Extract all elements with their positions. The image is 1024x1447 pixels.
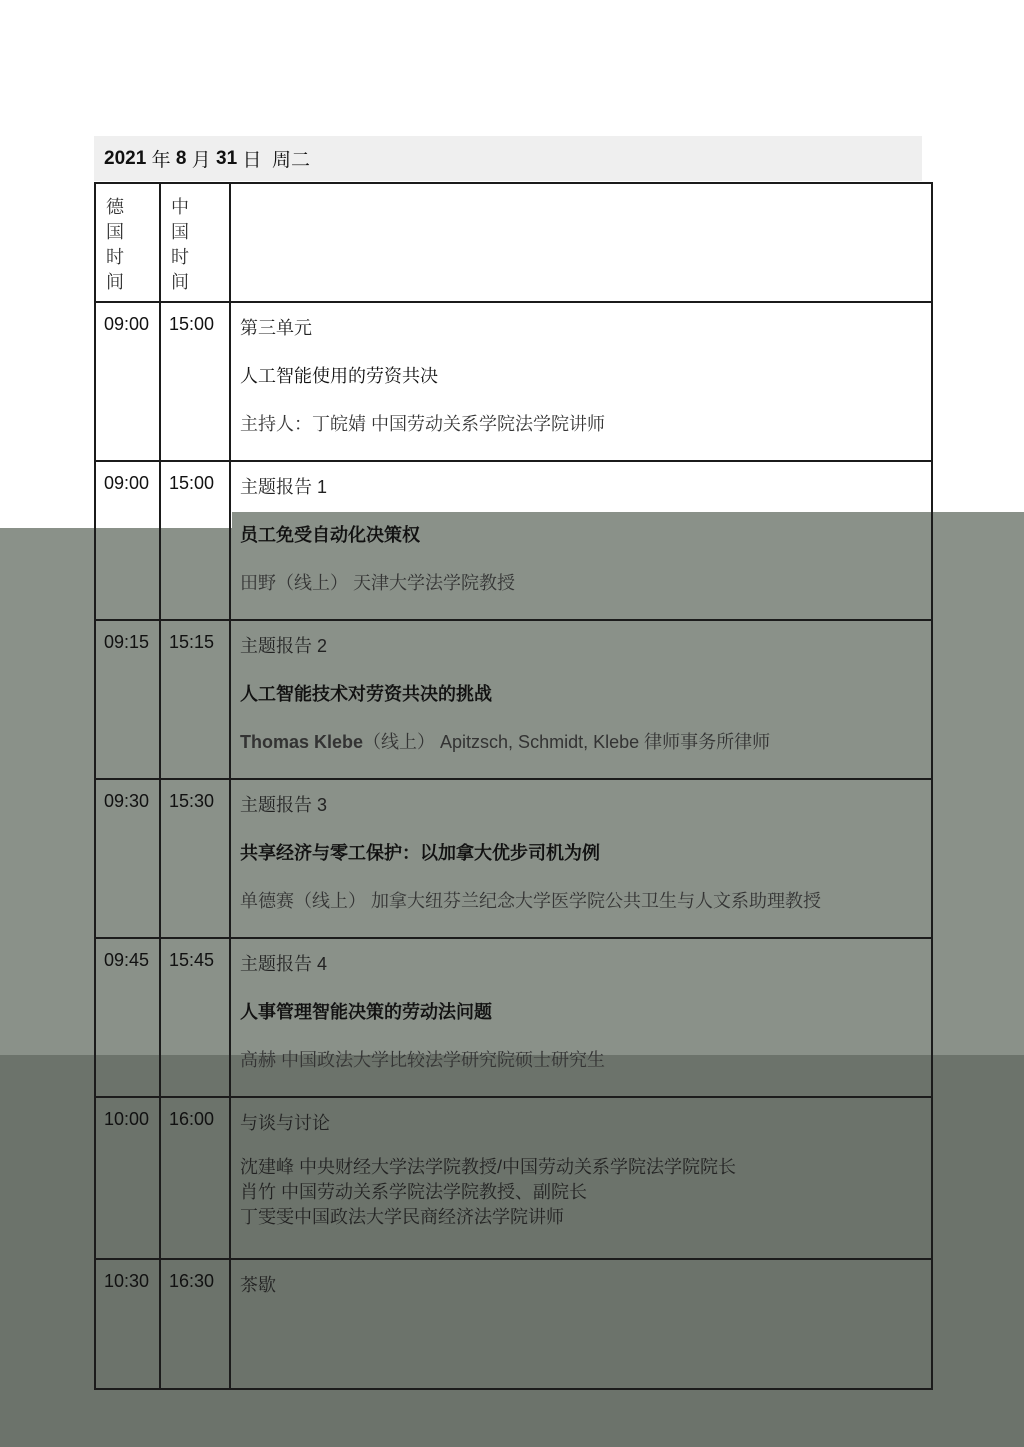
break-label: 茶歇 [240,1275,276,1295]
cn-time: 15:30 [169,791,215,811]
de-time: 10:00 [104,1109,150,1129]
report-label: 主题报告 1 [240,477,328,497]
cn-time: 16:00 [169,1109,215,1129]
header-cn-time: 中国时间 [171,197,189,292]
table-row [95,461,932,620]
list-item: 沈建峰 中央财经大学法学院教授/中国劳动关系学院法学院院长 [240,1157,736,1177]
cn-time: 15:15 [169,632,215,652]
report-label: 主题报告 2 [240,636,328,656]
table-row [95,1097,932,1259]
header-cell-topic [230,183,932,302]
table-row [95,302,932,461]
report-speaker: 单德赛（线上） 加拿大纽芬兰纪念大学医学院公共卫生与人文系助理教授 [240,891,821,911]
date-year-unit: 年 [151,150,171,171]
report-speaker [240,728,931,754]
cn-time: 15:00 [169,314,215,334]
table-header-row [95,183,932,302]
cn-time: 15:00 [169,473,215,493]
date-month: 8 [175,147,187,169]
de-time: 09:15 [104,632,150,652]
report-title: 人事管理智能决策的劳动法问题 [240,1002,492,1022]
date-heading [94,136,922,181]
de-time: 09:30 [104,791,150,811]
report-label: 主题报告 3 [240,795,328,815]
report-speaker: 田野（线上） 天津大学法学院教授 [240,573,515,593]
date-day-unit: 日 [242,150,262,171]
header-cell-cn [160,183,230,302]
session-moderator: 主持人：丁皖婧 中国劳动关系学院法学院讲师 [240,414,605,434]
cn-time: 16:30 [169,1271,215,1291]
table-row [95,938,932,1097]
table-row [95,779,932,938]
list-item: 丁雯雯中国政法大学民商经济法学院讲师 [240,1207,564,1227]
de-time: 09:45 [104,950,150,970]
schedule-table [94,182,933,1390]
de-time: 09:00 [104,473,150,493]
report-title: 员工免受自动化决策权 [240,525,420,545]
speaker-affiliation: （线上） Apitzsch, Schmidt, Klebe 律师事务所律师 [363,732,771,752]
report-speaker: 高赫 中国政法大学比较法学研究院硕士研究生 [240,1050,605,1070]
date-weekday: 周二 [272,150,311,171]
discussion-label: 与谈与讨论 [240,1113,330,1133]
de-time: 09:00 [104,314,150,334]
session-label: 第三单元 [240,318,312,338]
header-de-time: 德国时间 [106,197,124,292]
session-title: 人工智能使用的劳资共决 [240,366,438,386]
speaker-name: Thomas Klebe [240,732,364,752]
date-day: 31 [216,147,238,169]
de-time: 10:30 [104,1271,150,1291]
date-month-unit: 月 [191,150,211,171]
report-label: 主题报告 4 [240,954,328,974]
report-title: 人工智能技术对劳资共决的挑战 [240,684,492,704]
header-cell-de [95,183,160,302]
date-year: 2021 [104,147,147,169]
report-title: 共享经济与零工保护：以加拿大优步司机为例 [240,843,600,863]
panelist-list [240,1155,931,1230]
list-item: 肖竹 中国劳动关系学院法学院教授、副院长 [240,1182,587,1202]
table-row [95,620,932,779]
cn-time: 15:45 [169,950,215,970]
table-row [95,1259,932,1389]
